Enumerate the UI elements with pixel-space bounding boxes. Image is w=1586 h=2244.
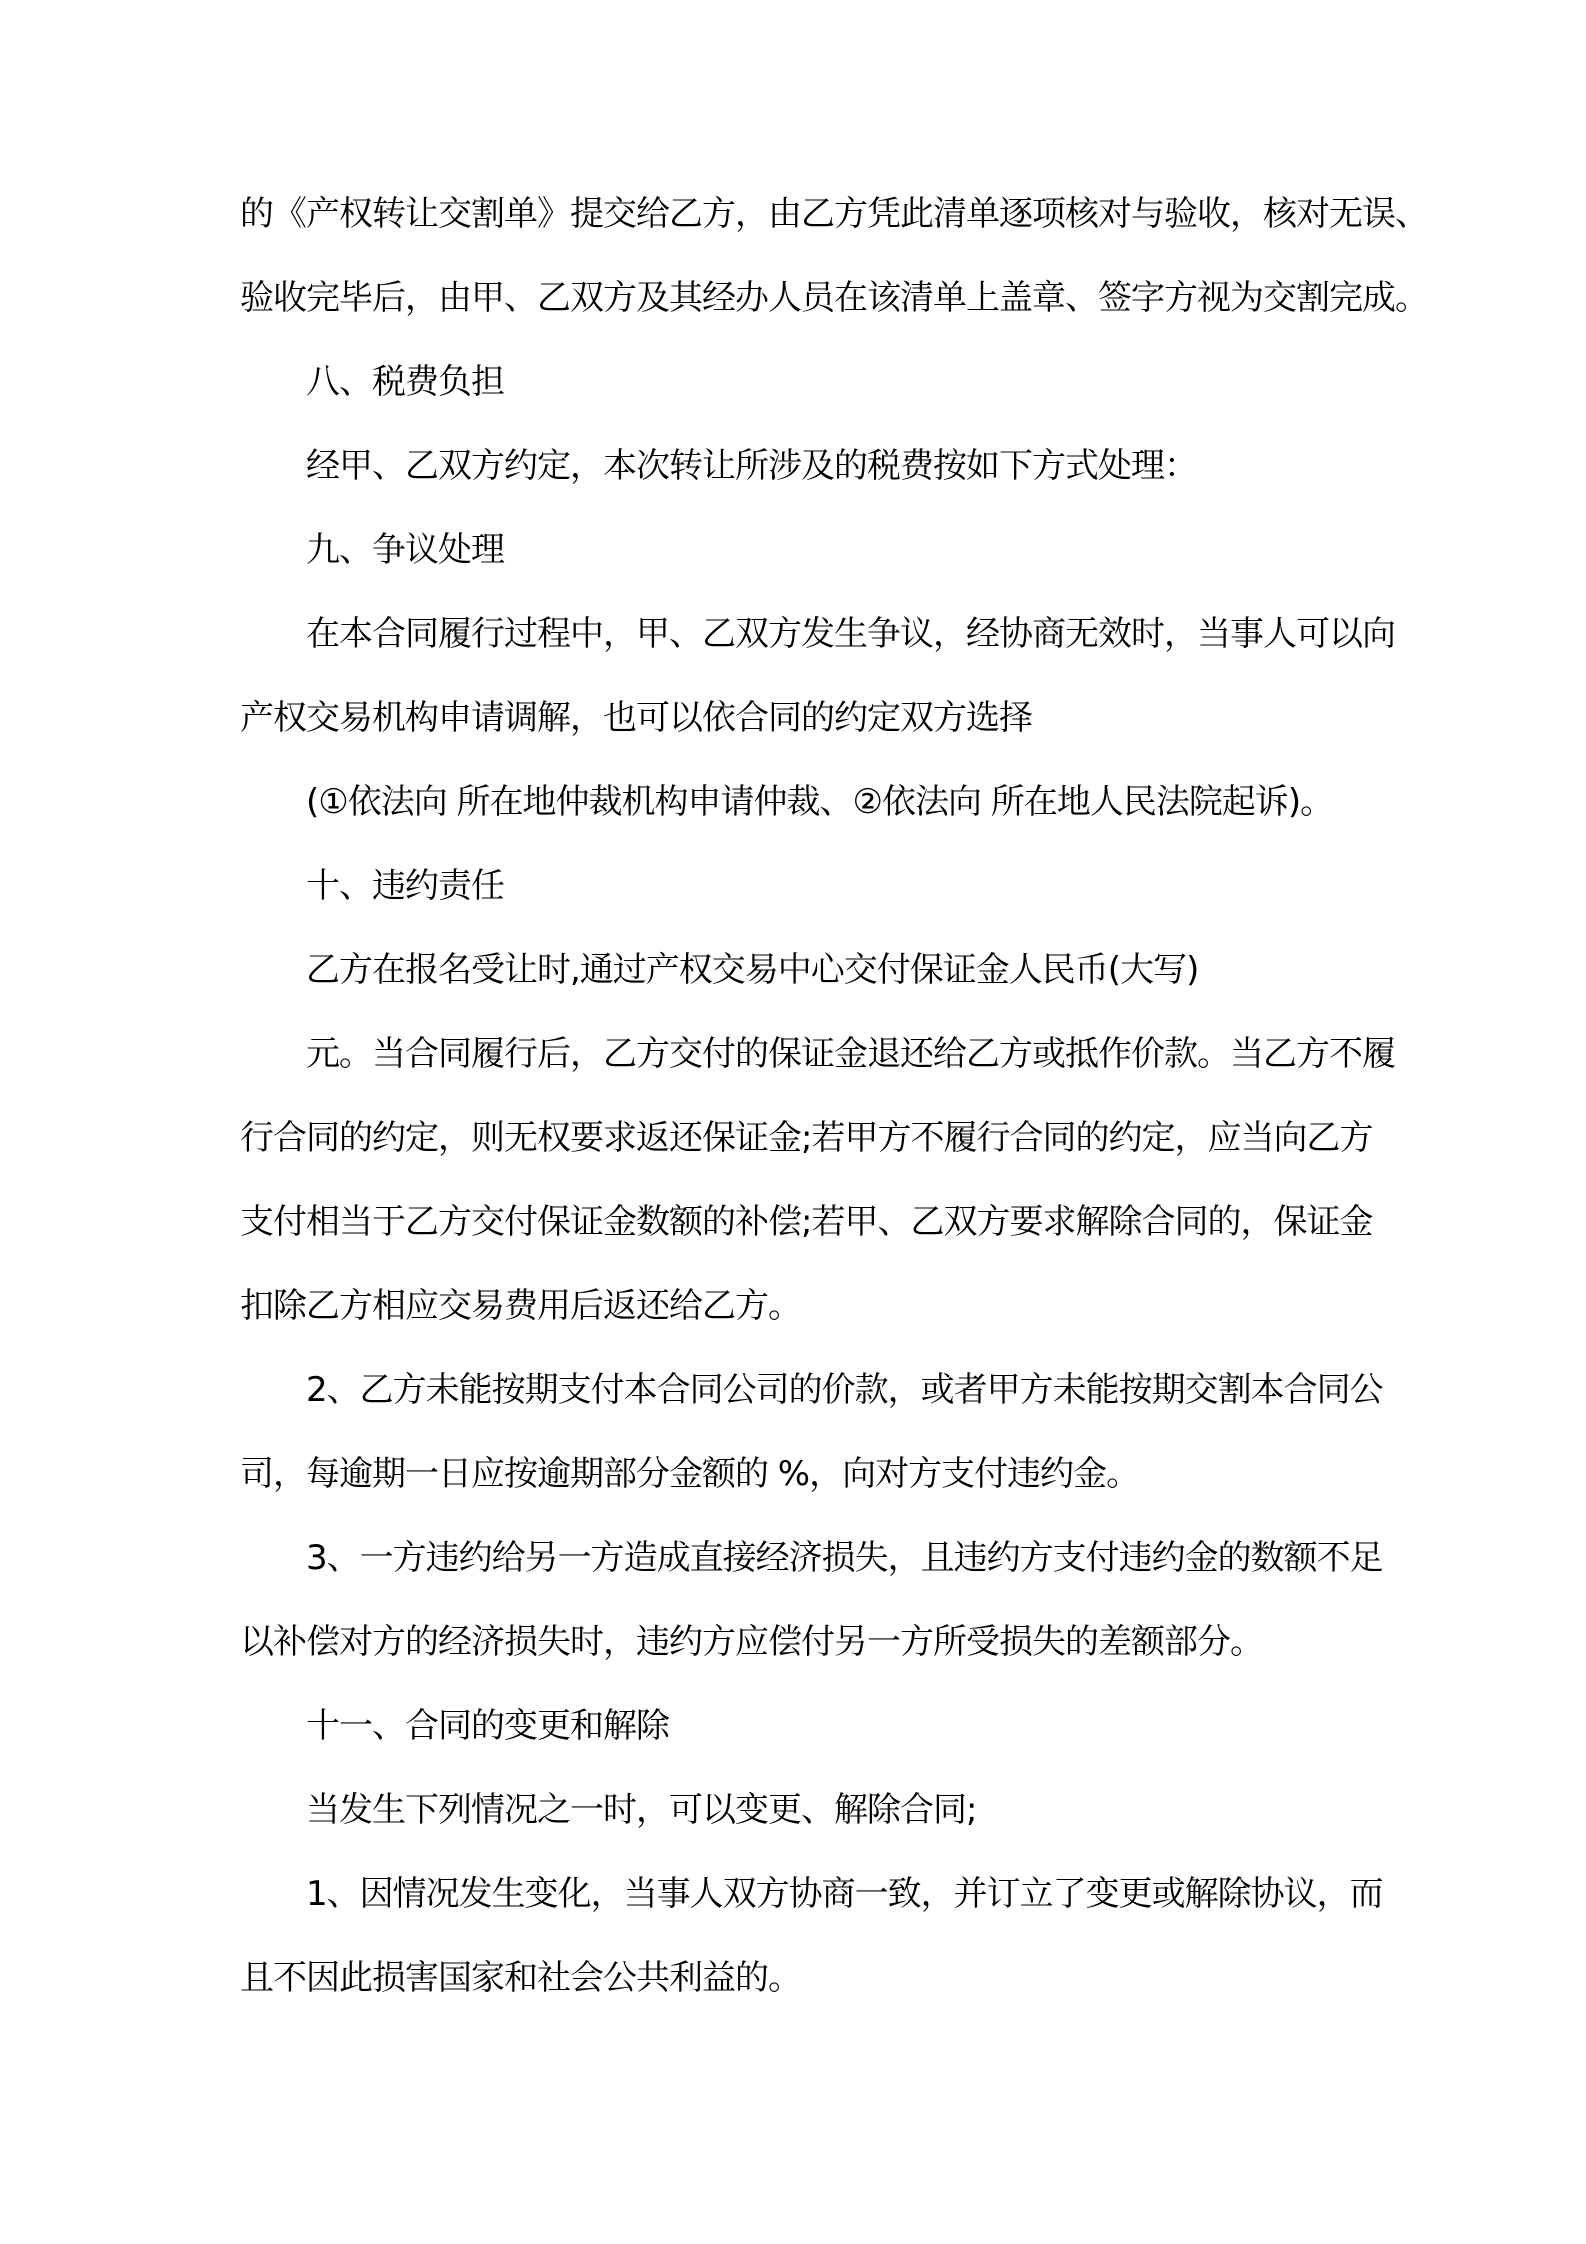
contract-line: (①依法向 所在地仲裁机构申请仲裁、②依法向 所在地人民法院起诉)。 [306,781,1334,822]
contract-line: 元。当合同履行后，乙方交付的保证金退还给乙方或抵作价款。当乙方不履 [306,1033,1395,1074]
contract-line: 十、违约责任 [306,865,504,906]
contract-line: 扣除乙方相应交易费用后返还给乙方。 [240,1285,801,1326]
contract-line: 1、因情况发生变化，当事人双方协商一致，并订立了变更或解除协议，而 [306,1873,1383,1914]
contract-line: 验收完毕后，由甲、乙双方及其经办人员在该清单上盖章、签字方视为交割完成。 [240,277,1428,318]
contract-line: 且不因此损害国家和社会公共利益的。 [240,1957,801,1998]
contract-line: 九、争议处理 [306,529,504,570]
contract-line: 行合同的约定，则无权要求返还保证金;若甲方不履行合同的约定，应当向乙方 [240,1117,1373,1158]
contract-line: 司，每逾期一日应按逾期部分金额的 %，向对方支付违约金。 [240,1453,1140,1494]
contract-line: 以补偿对方的经济损失时，违约方应偿付另一方所受损失的差额部分。 [240,1621,1263,1662]
contract-line: 的《产权转让交割单》提交给乙方，由乙方凭此清单逐项核对与验收，核对无误、 [240,193,1428,234]
contract-line: 3、一方违约给另一方造成直接经济损失，且违约方支付违约金的数额不足 [306,1537,1383,1578]
contract-line: 在本合同履行过程中，甲、乙双方发生争议，经协商无效时，当事人可以向 [306,613,1395,654]
contract-line: 经甲、乙双方约定，本次转让所涉及的税费按如下方式处理： [306,445,1197,486]
contract-line: 当发生下列情况之一时，可以变更、解除合同; [306,1789,977,1830]
contract-text [240,168,1586,2016]
contract-line: 支付相当于乙方交付保证金数额的补偿;若甲、乙双方要求解除合同的，保证金 [240,1201,1373,1242]
contract-line: 十一、合同的变更和解除 [306,1705,669,1746]
contract-line: 2、乙方未能按期支付本合同公司的价款，或者甲方未能按期交割本合同公 [306,1369,1383,1410]
contract-line: 八、税费负担 [306,361,504,402]
contract-line: 乙方在报名受让时,通过产权交易中心交付保证金人民币(大写) [306,949,1199,990]
contract-line: 产权交易机构申请调解，也可以依合同的约定双方选择 [240,697,1032,738]
